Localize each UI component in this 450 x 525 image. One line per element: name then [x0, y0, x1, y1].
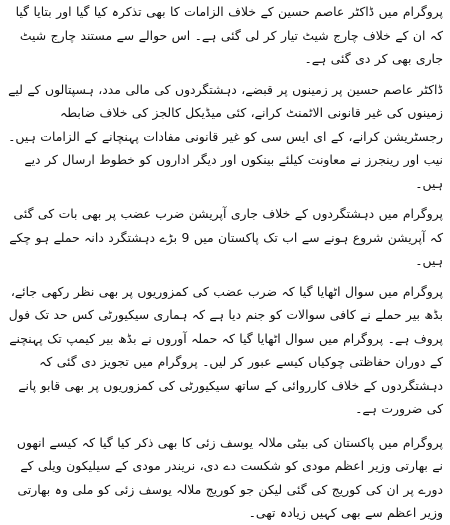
paragraph-malala: پروگرام میں پاکستان کی بیٹی ملالہ یوسف زئی کا بھی ذکر کیا گیا کہ کیسے انھوں نے بھارتی وزیر اعظم مودی کو شکست دے دی، نریندر مودی کے سیلیکون ویلی کے دورے پر ان کی کوریج کی گئی لیکن جو کوریج ملالہ یوسف زئی کو ملی وہ بھارتی وزیر اعظم سے بھی کہیں زیادہ تھی۔ — [16, 434, 443, 520]
paragraph-zarb-e-azb: پروگرام میں دہشتگردوں کے خلاف جاری آپریشن ضرب عضب پر بھی بات کی گئی کہ آپریشن شروع ہونے سے اب تک پاکستان میں 9 بڑے دہشتگرد دانہ حملے ہو چکے ہیں۔ — [9, 206, 443, 268]
paragraph-security-questions: پروگرام میں سوال اٹھایا گیا کہ ضرب عضب کی کمزوریوں پر بھی نظر رکھی جائے، بڈھ بیر حملے نے کافی سوالات کو جنم دیا ہے کہ ہماری سیکیورٹی کس حد تک فول پروف ہے۔ پروگرام میں سوال اٹھایا گیا کہ حملہ آوروں نے بڈھ بیر کیمپ تک پہنچنے کے دوران حفاظتی چوکیاں کیسے عبور کر لیں۔ پروگرام میں تجویز دی گئی کہ دہشتگردوں کے خلاف کارروائی کے ساتھ سیکیورٹی کی کمزوریوں پر بھی قابو پانے کی ضرورت ہے۔ — [8, 283, 443, 416]
paragraph-allegations: ڈاکٹر عاصم حسین پر زمینوں پر قبضے، دہشتگردوں کی مالی مدد، ہسپتالوں کے لیے زمینوں کی غیر قانونی الاٹمنٹ کرانے، کئی میڈیکل کالجز کی خلاف ضابطہ رجسٹریشن کرانے، کے ای ایس سی کو غیر قانونی مفادات پہنچانے کے الزامات ہیں۔ نیب اور رینجرز نے معاونت کیلئے بینکوں اور دیگر اداروں کو خطوط ارسال کر دیے ہیں۔ — [8, 81, 443, 191]
paragraph-charge-sheet: پروگرام میں ڈاکٹر عاصم حسین کے خلاف الزامات کا بھی تذکرہ کیا گیا اور بتایا گیا کہ ان کے خلاف چارج شیٹ تیار کر لی گئی ہے۔ اس حوالے سے مستند چارج شیٹ جاری بھی کر دی گئی ہے۔ — [15, 4, 443, 66]
